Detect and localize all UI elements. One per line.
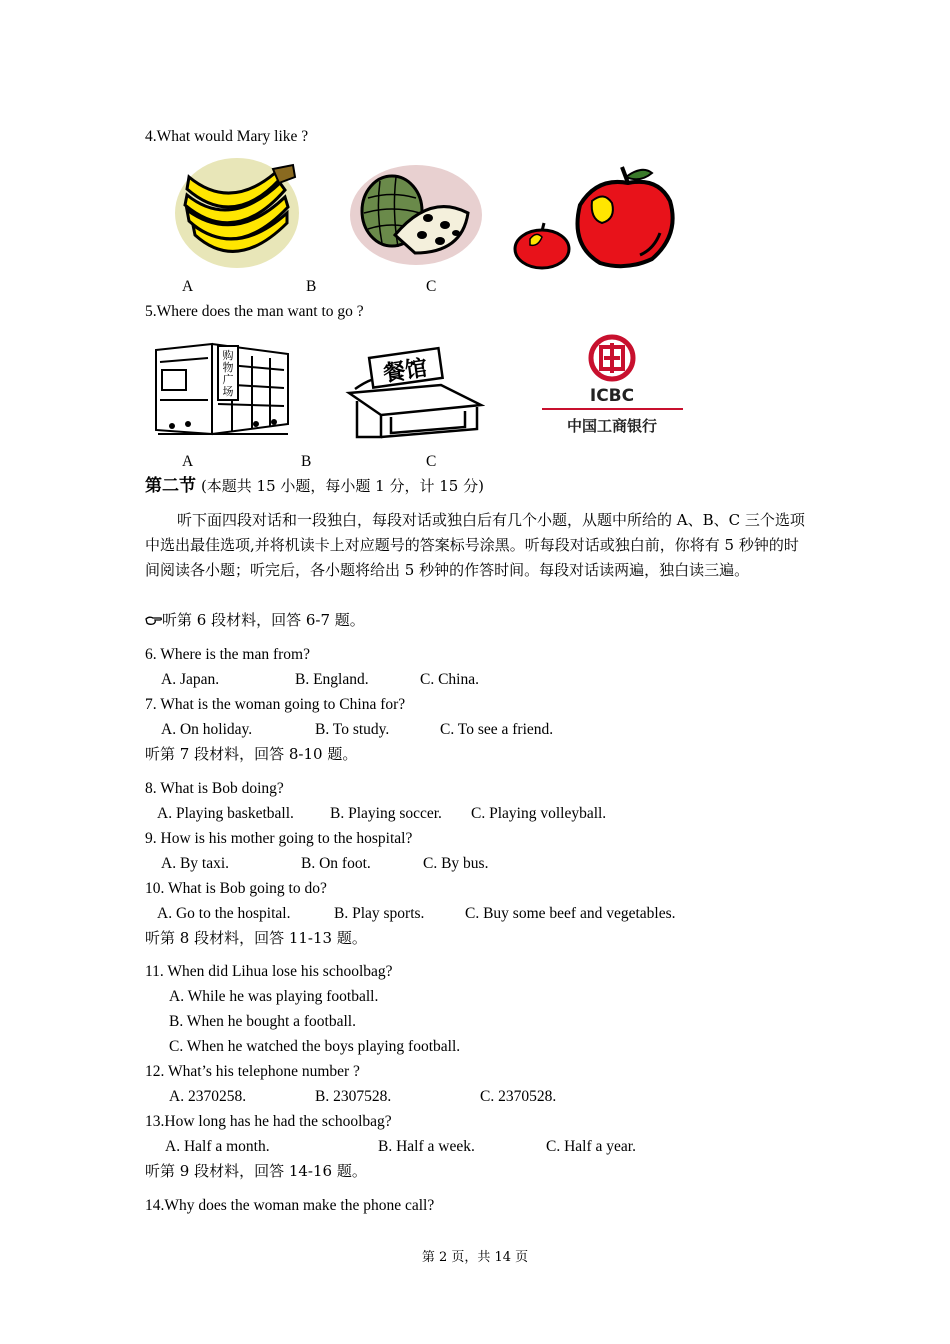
passage-9-label: 听第 9 段材料，回答 14-16 题。	[145, 1162, 367, 1180]
question-6: 6. Where is the man from?	[145, 646, 310, 663]
q12-option-b: B. 2307528.	[315, 1088, 392, 1105]
passage-6-label	[145, 610, 365, 630]
icbc-bank-name: 中国工商银行	[566, 417, 658, 435]
section-note: (本题共 15 小题，每小题 1 分，计 15 分)	[200, 477, 484, 495]
q13-option-c: C. Half a year.	[546, 1138, 636, 1155]
q9-option-a: A. By taxi.	[161, 855, 230, 872]
q6-option-c: C. China.	[420, 671, 479, 688]
section-instructions: 听下面四段对话和一段独白，每段对话或独白后有几个小题，从题中所给的 A、B、C 三个选项中选出最佳选项,并将机读卡上对应题号的答案标号涂黑。听每段对话或独白前，你将有 5 秒钟的时间阅读各小题；听完后，各小题将给出 5 秒钟的作答时间。每段对话读两遍，独白读三遍。	[145, 511, 805, 579]
q12-option-a: A. 2370258.	[169, 1088, 247, 1105]
passage-7-label: 听第 7 段材料，回答 8-10 题。	[145, 745, 358, 763]
question-7: 7. What is the woman going to China for?	[145, 696, 406, 713]
passage-8-label: 听第 8 段材料，回答 11-13 题。	[145, 929, 367, 947]
q9-option-c: C. By bus.	[423, 855, 489, 872]
q7-option-c: C. To see a friend.	[440, 721, 554, 738]
q13-option-b: B. Half a week.	[378, 1138, 475, 1155]
q5-option-b: B	[301, 453, 312, 470]
q10-option-b: B. Play sports.	[334, 905, 425, 922]
icbc-bank-image	[540, 325, 685, 440]
question-10: 10. What is Bob going to do?	[145, 880, 327, 897]
q8-option-c: C. Playing volleyball.	[471, 805, 607, 822]
q11-option-a: A. While he was playing football.	[169, 988, 379, 1005]
mall-sign-char-2: 物	[222, 361, 234, 374]
q13-option-a: A. Half a month.	[165, 1138, 270, 1155]
page-footer: 第 2 页，共 14 页	[421, 1250, 529, 1265]
question-11: 11. When did Lihua lose his schoolbag?	[145, 963, 393, 980]
q10-option-c: C. Buy some beef and vegetables.	[465, 905, 676, 922]
mall-sign-char-3: 广	[222, 373, 234, 386]
q6-option-a: A. Japan.	[161, 671, 220, 688]
bananas-image	[175, 155, 305, 270]
question-12: 12. What’s his telephone number ?	[145, 1063, 360, 1080]
q6-option-b: B. England.	[295, 671, 369, 688]
section-title: 第二节	[145, 476, 196, 496]
q4-option-b: B	[306, 278, 317, 295]
question-14: 14.Why does the woman make the phone call?	[145, 1197, 435, 1214]
hand-pointer-icon	[145, 614, 162, 626]
restaurant-sign: 餐馆	[381, 356, 429, 387]
q5-option-c: C	[426, 453, 437, 470]
question-5: 5.Where does the man want to go ?	[145, 303, 364, 320]
restaurant-image	[345, 345, 485, 440]
q8-option-a: A. Playing basketball.	[157, 805, 294, 822]
q11-option-b: B. When he bought a football.	[169, 1013, 356, 1030]
passage-6-text: 听第 6 段材料，回答 6-7 题。	[162, 611, 365, 629]
q5-option-a: A	[182, 453, 194, 470]
apples-image	[512, 163, 682, 271]
q4-option-a: A	[182, 278, 194, 295]
question-4: 4.What would Mary like ?	[145, 128, 309, 145]
mall-sign-char-1: 购	[222, 349, 234, 362]
q7-option-b: B. To study.	[315, 721, 390, 738]
q4-option-c: C	[426, 278, 437, 295]
question-8: 8. What is Bob doing?	[145, 780, 284, 797]
custard-apple-image	[350, 163, 482, 268]
q8-option-b: B. Playing soccer.	[330, 805, 442, 822]
question-9: 9. How is his mother going to the hospital?	[145, 830, 413, 847]
q7-option-a: A. On holiday.	[161, 721, 253, 738]
question-13: 13.How long has he had the schoolbag?	[145, 1113, 392, 1130]
q12-option-c: C. 2370528.	[480, 1088, 557, 1105]
q11-option-c: C. When he watched the boys playing football.	[169, 1038, 461, 1055]
q10-option-a: A. Go to the hospital.	[157, 905, 291, 922]
icbc-logo-text: ICBC	[589, 386, 635, 406]
section-heading	[145, 476, 484, 496]
shopping-mall-image	[152, 340, 292, 440]
mall-sign-char-4: 场	[222, 385, 234, 398]
q9-option-b: B. On foot.	[301, 855, 371, 872]
